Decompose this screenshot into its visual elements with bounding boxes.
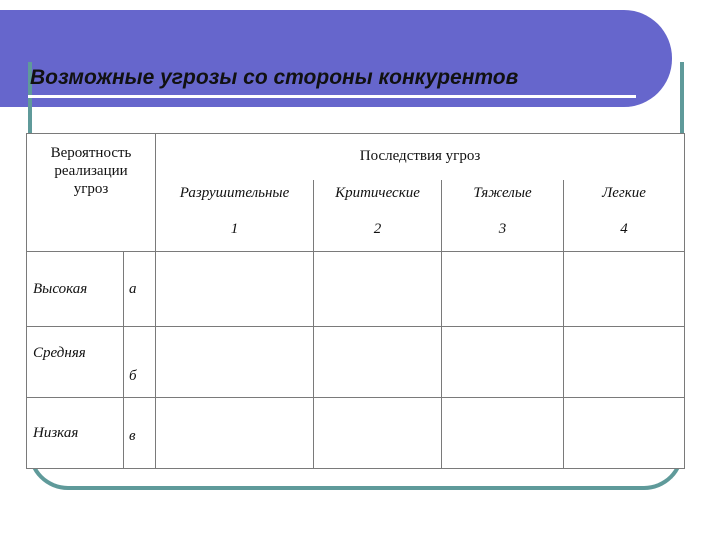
table-cell [314,327,442,398]
table-cell [314,398,442,469]
column-header-severe: Тяжелые [442,180,564,208]
row-letter: в [124,398,156,469]
threats-table [26,133,685,469]
table-cell [156,252,314,327]
table-row [27,327,685,398]
table-cell [564,327,685,398]
table-cell [442,398,564,469]
probability-header: Вероятность реализации угроз [27,134,156,208]
column-header-light: Легкие [564,180,685,208]
row-label: Низкая [27,398,124,469]
row-label: Высокая [27,252,124,327]
table-cell [442,252,564,327]
row-label: Средняя [27,327,124,398]
slide-title: Возможные угрозы со стороны конкурентов [30,66,519,89]
column-number-1: 1 [156,208,314,252]
column-number-2: 2 [314,208,442,252]
table-cell [314,252,442,327]
table-cell [156,327,314,398]
table-cell [564,398,685,469]
column-header-critical: Критические [314,180,442,208]
table-row [27,398,685,469]
table-row [27,252,685,327]
column-number-4: 4 [564,208,685,252]
title-underline [28,95,636,98]
empty-corner-cell [27,208,156,252]
column-header-destructive: Разрушительные [156,180,314,208]
row-letter: а [124,252,156,327]
row-letter: б [124,327,156,398]
table-cell [564,252,685,327]
consequences-header: Последствия угроз [156,134,685,180]
table-cell [442,327,564,398]
table-cell [156,398,314,469]
column-number-3: 3 [442,208,564,252]
